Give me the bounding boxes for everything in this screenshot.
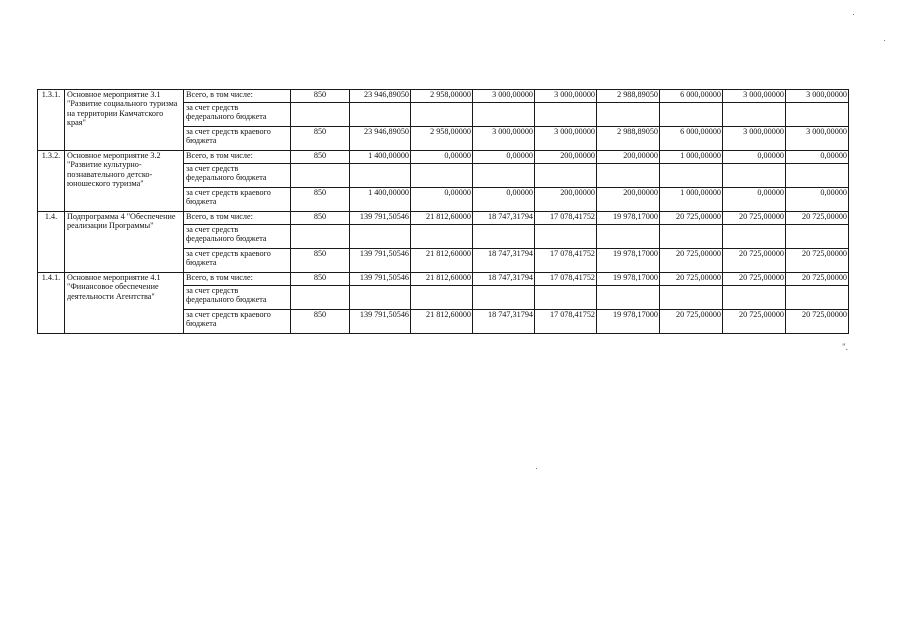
item-name-cell: Подпрограмма 4 "Обеспечение реализации Программы" [65, 212, 184, 273]
funding-source-cell: за счет средств краевого бюджета [184, 188, 291, 212]
amount-cell [350, 164, 411, 188]
amount-cell [473, 286, 535, 310]
item-code-cell: 1.4.1. [38, 273, 65, 334]
kbk-code-cell: 850 [291, 273, 350, 286]
kbk-code-cell: 850 [291, 188, 350, 212]
amount-cell: 18 747,31794 [473, 212, 535, 225]
funding-source-cell: за счет средств федерального бюджета [184, 225, 291, 249]
amount-cell: 1 400,00000 [350, 151, 411, 164]
amount-cell: 20 725,00000 [723, 212, 786, 225]
amount-cell: 1 000,00000 [660, 151, 723, 164]
amount-cell [473, 103, 535, 127]
amount-cell: 0,00000 [723, 151, 786, 164]
amount-cell: 139 791,50546 [350, 310, 411, 334]
amount-cell [411, 225, 473, 249]
kbk-code-cell [291, 103, 350, 127]
kbk-code-cell [291, 225, 350, 249]
amount-cell: 18 747,31794 [473, 249, 535, 273]
amount-cell: 0,00000 [786, 188, 849, 212]
amount-cell [660, 164, 723, 188]
amount-cell: 21 812,60000 [411, 273, 473, 286]
amount-cell: 3 000,00000 [473, 90, 535, 103]
amount-cell: 20 725,00000 [660, 273, 723, 286]
amount-cell [411, 103, 473, 127]
amount-cell: 20 725,00000 [786, 310, 849, 334]
funding-source-cell: за счет средств краевого бюджета [184, 249, 291, 273]
amount-cell [473, 225, 535, 249]
amount-cell: 3 000,00000 [473, 127, 535, 151]
amount-cell: 21 812,60000 [411, 249, 473, 273]
amount-cell [597, 103, 660, 127]
amount-cell [786, 225, 849, 249]
amount-cell: 2 988,89050 [597, 90, 660, 103]
amount-cell: 23 946,89050 [350, 90, 411, 103]
amount-cell: 3 000,00000 [786, 90, 849, 103]
amount-cell: 139 791,50546 [350, 273, 411, 286]
amount-cell: 17 078,41752 [535, 212, 597, 225]
amount-cell: 2 988,89050 [597, 127, 660, 151]
funding-source-cell: Всего, в том числе: [184, 90, 291, 103]
amount-cell: 20 725,00000 [660, 249, 723, 273]
amount-cell [786, 164, 849, 188]
amount-cell [786, 103, 849, 127]
kbk-code-cell: 850 [291, 151, 350, 164]
amount-cell: 18 747,31794 [473, 273, 535, 286]
amount-cell: 1 000,00000 [660, 188, 723, 212]
table-row [38, 273, 849, 286]
item-code-cell: 1.3.2. [38, 151, 65, 212]
item-code-cell: 1.4. [38, 212, 65, 273]
amount-cell: 20 725,00000 [786, 273, 849, 286]
amount-cell: 21 812,60000 [411, 310, 473, 334]
amount-cell: 3 000,00000 [723, 127, 786, 151]
amount-cell: 23 946,89050 [350, 127, 411, 151]
amount-cell: 6 000,00000 [660, 90, 723, 103]
kbk-code-cell: 850 [291, 127, 350, 151]
funding-source-cell: за счет средств краевого бюджета [184, 127, 291, 151]
amount-cell [786, 286, 849, 310]
funding-source-cell: за счет средств краевого бюджета [184, 310, 291, 334]
item-name-cell: Основное мероприятие 3.1 "Развитие социального туризма на территории Камчатского края" [65, 90, 184, 151]
amount-cell: 0,00000 [411, 151, 473, 164]
amount-cell [723, 103, 786, 127]
table-row [38, 212, 849, 225]
amount-cell: 200,00000 [535, 151, 597, 164]
amount-cell: 2 958,00000 [411, 90, 473, 103]
item-name-cell: Основное мероприятие 4.1 "Финансовое обеспечение деятельности Агентства" [65, 273, 184, 334]
scan-speck [884, 40, 885, 41]
amount-cell [597, 225, 660, 249]
amount-cell [660, 225, 723, 249]
amount-cell: 19 978,17000 [597, 310, 660, 334]
amount-cell [597, 286, 660, 310]
amount-cell [660, 103, 723, 127]
amount-cell: 139 791,50546 [350, 212, 411, 225]
kbk-code-cell: 850 [291, 249, 350, 273]
amount-cell [535, 164, 597, 188]
amount-cell [723, 164, 786, 188]
budget-table-page [37, 89, 849, 334]
funding-source-cell: Всего, в том числе: [184, 151, 291, 164]
amount-cell [535, 225, 597, 249]
amount-cell: 20 725,00000 [660, 310, 723, 334]
closing-quote-mark: ". [842, 342, 848, 352]
amount-cell: 0,00000 [473, 151, 535, 164]
funding-source-cell: Всего, в том числе: [184, 273, 291, 286]
amount-cell [350, 103, 411, 127]
amount-cell: 19 978,17000 [597, 273, 660, 286]
funding-source-cell: за счет средств федерального бюджета [184, 103, 291, 127]
amount-cell [473, 164, 535, 188]
amount-cell: 20 725,00000 [723, 249, 786, 273]
amount-cell: 17 078,41752 [535, 310, 597, 334]
amount-cell [597, 164, 660, 188]
amount-cell [411, 286, 473, 310]
amount-cell [660, 286, 723, 310]
amount-cell: 0,00000 [411, 188, 473, 212]
amount-cell: 0,00000 [786, 151, 849, 164]
amount-cell: 3 000,00000 [723, 90, 786, 103]
kbk-code-cell: 850 [291, 90, 350, 103]
amount-cell: 200,00000 [535, 188, 597, 212]
amount-cell [723, 225, 786, 249]
amount-cell [535, 103, 597, 127]
kbk-code-cell [291, 286, 350, 310]
item-name-cell: Основное мероприятие 3.2 "Развитие культурно-познавательного детско-юношеского туризма" [65, 151, 184, 212]
amount-cell: 20 725,00000 [723, 310, 786, 334]
amount-cell: 1 400,00000 [350, 188, 411, 212]
amount-cell: 19 978,17000 [597, 212, 660, 225]
amount-cell: 20 725,00000 [786, 249, 849, 273]
amount-cell: 200,00000 [597, 188, 660, 212]
amount-cell: 19 978,17000 [597, 249, 660, 273]
amount-cell: 3 000,00000 [535, 90, 597, 103]
table-row [38, 151, 849, 164]
funding-source-cell: за счет средств федерального бюджета [184, 164, 291, 188]
amount-cell [411, 164, 473, 188]
scan-speck [853, 14, 854, 15]
kbk-code-cell: 850 [291, 310, 350, 334]
amount-cell: 17 078,41752 [535, 273, 597, 286]
amount-cell: 18 747,31794 [473, 310, 535, 334]
amount-cell: 139 791,50546 [350, 249, 411, 273]
kbk-code-cell [291, 164, 350, 188]
amount-cell: 6 000,00000 [660, 127, 723, 151]
amount-cell: 2 958,00000 [411, 127, 473, 151]
kbk-code-cell: 850 [291, 212, 350, 225]
amount-cell: 20 725,00000 [786, 212, 849, 225]
amount-cell [350, 286, 411, 310]
amount-cell: 200,00000 [597, 151, 660, 164]
amount-cell [535, 286, 597, 310]
funding-source-cell: Всего, в том числе: [184, 212, 291, 225]
budget-table [37, 89, 849, 334]
amount-cell: 20 725,00000 [723, 273, 786, 286]
amount-cell: 3 000,00000 [535, 127, 597, 151]
amount-cell [723, 286, 786, 310]
scan-speck [536, 468, 537, 469]
amount-cell: 17 078,41752 [535, 249, 597, 273]
amount-cell: 0,00000 [473, 188, 535, 212]
amount-cell: 3 000,00000 [786, 127, 849, 151]
amount-cell: 0,00000 [723, 188, 786, 212]
amount-cell: 21 812,60000 [411, 212, 473, 225]
table-row [38, 90, 849, 103]
item-code-cell: 1.3.1. [38, 90, 65, 151]
funding-source-cell: за счет средств федерального бюджета [184, 286, 291, 310]
amount-cell [350, 225, 411, 249]
amount-cell: 20 725,00000 [660, 212, 723, 225]
